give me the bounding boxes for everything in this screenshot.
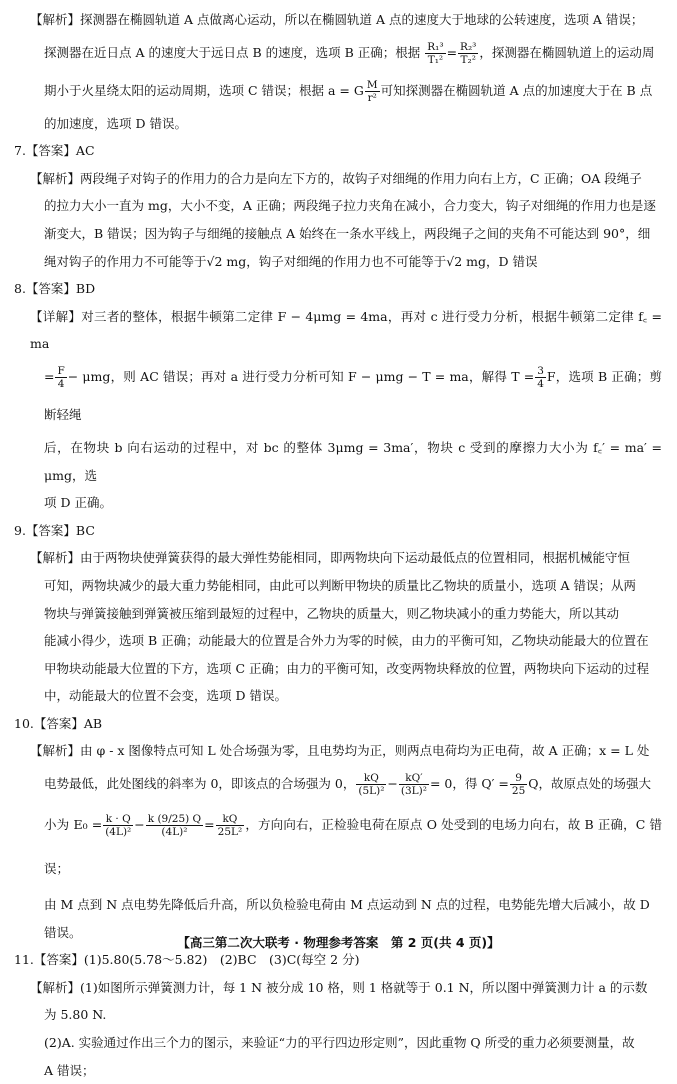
q6-line-3: 期小于火星绕太阳的运动周期，选项 C 错误；根据 a = G $\frac{M}{\text{r²}}$ 可知探测器在椭圆轨道 A 点的加速度大于在 B 点 — [44, 78, 653, 104]
q8-line-2: = $\frac{F}{4}$ − μmg，则 AC 错误；再对 a 进行受力分析可知 F − μmg − T = ma，解得 T = $\frac{3}{4}$ F，选项 B 正确；剪断轻绳 — [44, 364, 662, 422]
q11-line-2: 为 5.80 N. — [44, 1007, 107, 1023]
q10-line-3: 小为 E₀ = $\frac{k \cdot Q}{\text{(4L)²}}$ − $\frac{k (9/25) Q}{\text{(4L)²}}$ = $\frac{kQ}{\text{25L²}}$ ，方向向右，正检验电荷在原点 O 处受到的电场力向右，故 B 正确，C 错误； — [44, 813, 662, 877]
q8-line-4: 项 D 正确。 — [44, 495, 112, 511]
q7-line-4: 绳对钩子的作用力不可能等于√2 mg，钩子对细绳的作用力也不可能等于√2 mg，D 错误 — [44, 253, 538, 269]
q11-line-3: (2)A. 实验通过作出三个力的图示，来验证“力的平行四边形定则”，因此重物 Q 所受的重力必须要测量，故 — [44, 1035, 635, 1051]
q7-line-1: 【解析】两段绳子对钩子的作用力的合力是向左下方的，故钩子对细绳的作用力向右上方，C 正确；OA 段绳子 — [30, 170, 642, 186]
q10-fraction-6: $\frac{kQ}{\text{25L²}}$ — [217, 813, 243, 839]
q10-line-2: 电势最低，此处图线的斜率为 0，即该点的合场强为 0， $\frac{kQ}{\text{(5L)²}}$ − $\frac{kQ'}{\text{(3L)²}}$ = 0，得 Q′ = $\frac{9}{25}$ Q，故原点处的场强大 — [44, 772, 652, 798]
q10-fraction-4: $\frac{k \cdot Q}{\text{(4L)²}}$ — [105, 813, 132, 839]
answer-page — [14, 6, 662, 1084]
q9-line-3: 物块与弹簧接触到弹簧被压缩到最短的过程中，乙物块的质量大，则乙物块减小的重力势能大，所以其动 — [44, 605, 620, 621]
q10-fraction-1: $\frac{kQ}{\text{(5L)²}}$ — [358, 772, 385, 798]
q9-line-1: 【解析】由于两物块使弹簧获得的最大弹性势能相同，即两物块向下运动最低点的位置相同，根据机械能守恒 — [30, 550, 631, 566]
q6-line-2: 探测器在近日点 A 的速度大于远日点 B 的速度，选项 B 正确；根据 $\frac{\text{R₁³}}{\text{T₁²}}$ = $\frac{\text{R₂³}}{\text{T₂²}}$ ，探测器在椭圆轨道上的运动周 — [44, 40, 655, 66]
q8-fraction-1: $\frac{F}{4}$ — [57, 364, 65, 390]
q10-line-1: 【解析】由 φ - x 图像特点可知 L 处合场强为零，且电势均为正，则两点电荷均为正电荷，故 A 正确；x = L 处 — [30, 743, 650, 759]
q11-line-4: A 错误； — [44, 1062, 95, 1078]
q7-section — [14, 137, 662, 275]
q7-line-3: 渐变大，B 错误；因为钩子与细绳的接触点 A 始终在一条水平线上，两段绳子之间的夹角不可能达到 90°，细 — [44, 225, 651, 241]
q9-line-6: 中，动能最大的位置不会变，选项 D 错误。 — [44, 688, 287, 704]
kepler-fraction-2: $\frac{\text{R₂³}}{\text{T₂²}}$ — [460, 40, 477, 66]
q8-line-3: 后，在物块 b 向右运动的过程中，对 bc 的整体 3μmg = 3ma′，物块 c 受到的摩擦力大小为 f꜀′ = ma′ = μmg，选 — [44, 439, 662, 483]
q11-line-1: 【解析】(1)如图所示弹簧测力计，每 1 N 被分成 10 格，则 1 格就等于 0.1 N，所以图中弹簧测力计 a 的示数 — [30, 979, 648, 995]
q8-answer: 8.【答案】BD — [14, 281, 96, 297]
kepler-fraction-1: $\frac{\text{R₁³}}{\text{T₁²}}$ — [427, 40, 444, 66]
q10-fraction-5: $\frac{k (9/25) Q}{\text{(4L)²}}$ — [147, 813, 202, 839]
q9-answer: 9.【答案】BC — [14, 522, 95, 538]
q8-section — [14, 275, 662, 517]
q7-answer: 7.【答案】AC — [14, 143, 95, 159]
q9-line-2: 可知，两物块减少的最大重力势能相同，由此可以判断甲物块的质量比乙物块的质量小，选项 A 错误；从两 — [44, 577, 636, 593]
q10-line-4: 由 M 点到 N 点电势先降低后升高，所以负检验电荷由 M 点运动到 N 点的过程，电势能先增大后减小，故 D — [44, 897, 650, 913]
q9-line-5: 甲物块动能最大位置的下方，选项 C 正确；由力的平衡可知，改变两物块释放的位置，两物块向下运动的过程 — [44, 660, 650, 676]
q10-fraction-3: $\frac{9}{25}$ — [511, 772, 526, 798]
q9-line-4: 能减小得少，选项 B 正确；动能最大的位置是合外力为零的时候，由力的平衡可知，乙物块动能最大的位置在 — [44, 633, 649, 649]
q8-line-1: 【详解】对三者的整体，根据牛顿第二定律 F − 4μmg = 4ma，再对 c 进行受力分析，根据牛顿第二定律 f꜀ = ma — [30, 308, 662, 352]
q7-line-2: 的拉力大小一直为 mg，大小不变，A 正确；两段绳子拉力夹角在减小，合力变大，钩子对细绳的作用力也是逐 — [44, 198, 656, 214]
q8-fraction-2: $\frac{3}{4}$ — [537, 364, 544, 390]
page-footer: 【高三第二次大联考 · 物理参考答案 第 2 页(共 4 页)】 — [177, 935, 500, 950]
q10-answer: 10.【答案】AB — [14, 715, 103, 731]
q6-line-4: 的加速度，选项 D 错误。 — [44, 115, 187, 131]
q10-line-5: 错误。 — [44, 924, 82, 940]
q6-analysis — [14, 6, 662, 137]
q11-answer: 11.【答案】(1)5.80(5.78～5.82) (2)BC (3)C(每空 2 分) — [14, 952, 360, 968]
q10-section — [14, 710, 662, 946]
q10-fraction-2: $\frac{kQ'}{\text{(3L)²}}$ — [400, 772, 427, 798]
q11-section — [14, 946, 662, 1084]
gravity-fraction: $\frac{M}{\text{r²}}$ — [366, 78, 378, 104]
q6-line-1: 【解析】探测器在椭圆轨道 A 点做离心运动，所以在椭圆轨道 A 点的速度大于地球的公转速度，选项 A 错误； — [30, 12, 644, 27]
q9-section — [14, 517, 662, 710]
